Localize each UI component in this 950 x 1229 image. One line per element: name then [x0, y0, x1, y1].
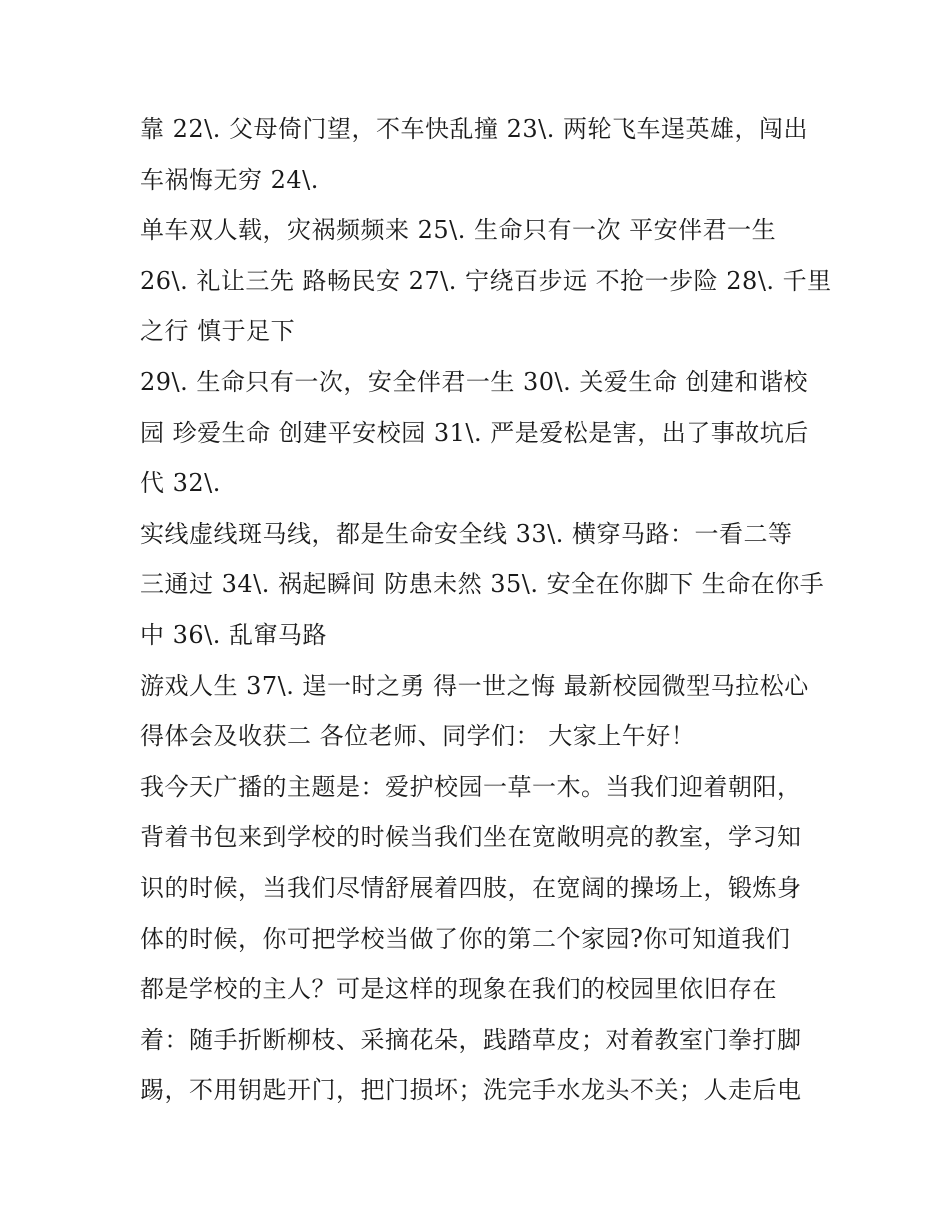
text-line-19: 着：随手折断柳枝、采摘花朵，践踏草皮；对着教室门拳打脚 — [140, 1025, 802, 1054]
text-line-10: 三通过 34\. 祸起瞬间 防患未然 35\. 安全在你脚下 生命在你手 — [140, 570, 825, 599]
text-line-7: 园 珍爱生命 创建平安校园 31\. 严是爱松是害，出了事故坑后 — [140, 418, 809, 447]
text-line-5: 之行 慎于足下 — [140, 317, 296, 346]
text-line-6: 29\. 生命只有一次，安全伴君一生 30\. 关爱生命 创建和谐校 — [140, 367, 809, 396]
document-text-lines — [140, 104, 830, 1116]
text-line-1: 靠 22\. 父母倚门望，不车快乱撞 23\. 两轮飞车逞英雄，闯出 — [140, 115, 809, 143]
text-line-17: 体的时候，你可把学校当做了你的第二个家园?你可知道我们 — [140, 924, 791, 953]
text-line-16: 识的时候，当我们尽情舒展着四肢，在宽阔的操场上，锻炼身 — [140, 873, 802, 902]
text-line-14: 我今天广播的主题是：爱护校园一草一木。当我们迎着朝阳， — [140, 772, 802, 801]
text-line-3: 单车双人载，灾祸频频来 25\. 生命只有一次 平安伴君一生 — [140, 216, 777, 245]
text-line-20: 踢，不用钥匙开门，把门损坏；洗完手水龙头不关；人走后电 — [140, 1076, 802, 1105]
text-line-15: 背着书包来到学校的时候当我们坐在宽敞明亮的教室，学习知 — [140, 823, 802, 852]
text-line-4: 26\. 礼让三先 路畅民安 27\. 宁绕百步远 不抢一步险 28\. 千里 — [140, 266, 832, 295]
text-line-13: 得体会及收获二 各位老师、同学们： 大家上午好！ — [140, 722, 696, 751]
text-line-2: 车祸悔无穷 24\. — [140, 165, 319, 194]
text-line-12: 游戏人生 37\. 逞一时之勇 得一世之悔 最新校园微型马拉松心 — [140, 671, 809, 700]
text-line-11: 中 36\. 乱窜马路 — [140, 620, 328, 649]
text-line-9: 实线虚线斑马线，都是生命安全线 33\. 横穿马路：一看二等 — [140, 519, 793, 548]
text-line-18: 都是学校的主人？可是这样的现象在我们的校园里依旧存在 — [140, 975, 777, 1004]
text-line-8: 代 32\. — [140, 469, 221, 498]
